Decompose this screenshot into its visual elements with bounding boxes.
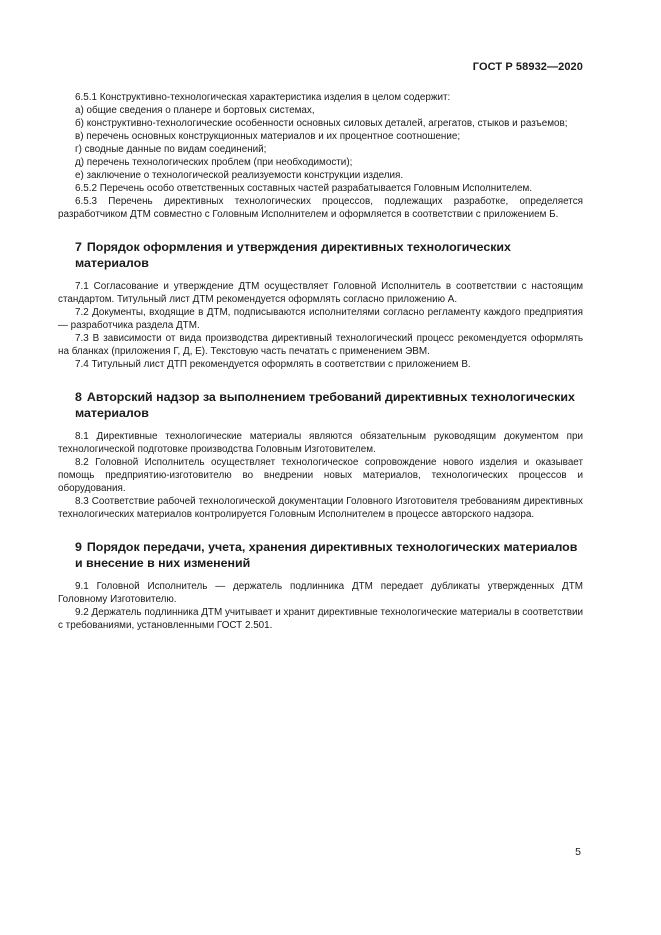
paragraph-8-1: 8.1 Директивные технологические материалы являются обязательным руководящим документом при технологической подготовке производства Головным Изготовителем. (58, 431, 583, 455)
section-heading-7 (58, 240, 583, 271)
section-title: Порядок оформления и утверждения директивных технологических материалов (75, 240, 511, 270)
section-number: 9 (75, 540, 82, 554)
paragraph-7-4: 7.4 Титульный лист ДТП рекомендуется оформлять в соответствии с приложением В. (75, 359, 471, 370)
paragraph-8-2: 8.2 Головной Исполнитель осуществляет технологическое сопровождение нового изделия и оказывает помощь предприятию-изготовителю во внедрении новых материалов, технологических процессов и оборудования. (58, 457, 583, 494)
paragraph-9-1: 9.1 Головной Исполнитель — держатель подлинника ДТМ передает дубликаты утвержденных ДТМ Головному Изготовителю. (58, 581, 583, 605)
paragraph-7-1: 7.1 Согласование и утверждение ДТМ осуществляет Головной Исполнитель в соответствии с настоящим стандартом. Титульный лист ДТМ рекомендуется оформлять согласно приложению А. (58, 281, 583, 305)
paragraph-6-5-2: 6.5.2 Перечень особо ответственных составных частей разрабатывается Головным Исполнителем. (75, 183, 533, 194)
section-number: 8 (75, 390, 82, 404)
paragraph-6-5-3: 6.5.3 Перечень директивных технологических процессов, подлежащих разработке, определяется разработчиком ДТМ совместно с Головным Исполнителем и оформляется в соответствии с приложением Б. (58, 196, 583, 220)
list-item-b: б) конструктивно-технологические особенности основных силовых деталей, агрегатов, стыков и разъемов; (75, 118, 568, 129)
standard-header: ГОСТ Р 58932—2020 (472, 61, 583, 73)
section-title: Авторский надзор за выполнением требований директивных технологических материалов (75, 390, 575, 420)
section-heading-9 (58, 540, 583, 571)
list-item-d: д) перечень технологических проблем (при необходимости); (75, 157, 353, 168)
list-item-v: в) перечень основных конструкционных материалов и их процентное соотношение; (75, 131, 461, 142)
list-item-e: е) заключение о технологической реализуемости конструкции изделия. (75, 170, 404, 181)
paragraph-7-3: 7.3 В зависимости от вида производства директивный технологический процесс рекомендуется оформлять на бланках (приложения Г, Д, Е). Текстовую часть печатать с применением ЭВМ. (58, 333, 583, 357)
section-heading-8 (58, 390, 583, 421)
document-body (58, 91, 583, 632)
paragraph-6-5-1: 6.5.1 Конструктивно-технологическая характеристика изделия в целом содержит: (75, 92, 451, 103)
section-title: Порядок передачи, учета, хранения директивных технологических материалов и внесение в них изменений (75, 540, 578, 570)
list-item-a: а) общие сведения о планере и бортовых системах, (75, 105, 315, 116)
paragraph-7-2: 7.2 Документы, входящие в ДТМ, подписываются исполнителями согласно регламенту каждого предприятия — разработчика раздела ДТМ. (58, 307, 583, 331)
section-number: 7 (75, 240, 82, 254)
paragraph-9-2: 9.2 Держатель подлинника ДТМ учитывает и хранит директивные технологические материалы в соответствии с требованиями, установленными ГОСТ 2.501. (58, 607, 583, 631)
paragraph-8-3: 8.3 Соответствие рабочей технологической документации Головного Изготовителя требованиям директивных технологических материалов контролируется Головным Исполнителем в процессе авторского надзора. (58, 496, 583, 520)
list-item-g: г) сводные данные по видам соединений; (75, 144, 267, 155)
page-number: 5 (575, 846, 581, 858)
